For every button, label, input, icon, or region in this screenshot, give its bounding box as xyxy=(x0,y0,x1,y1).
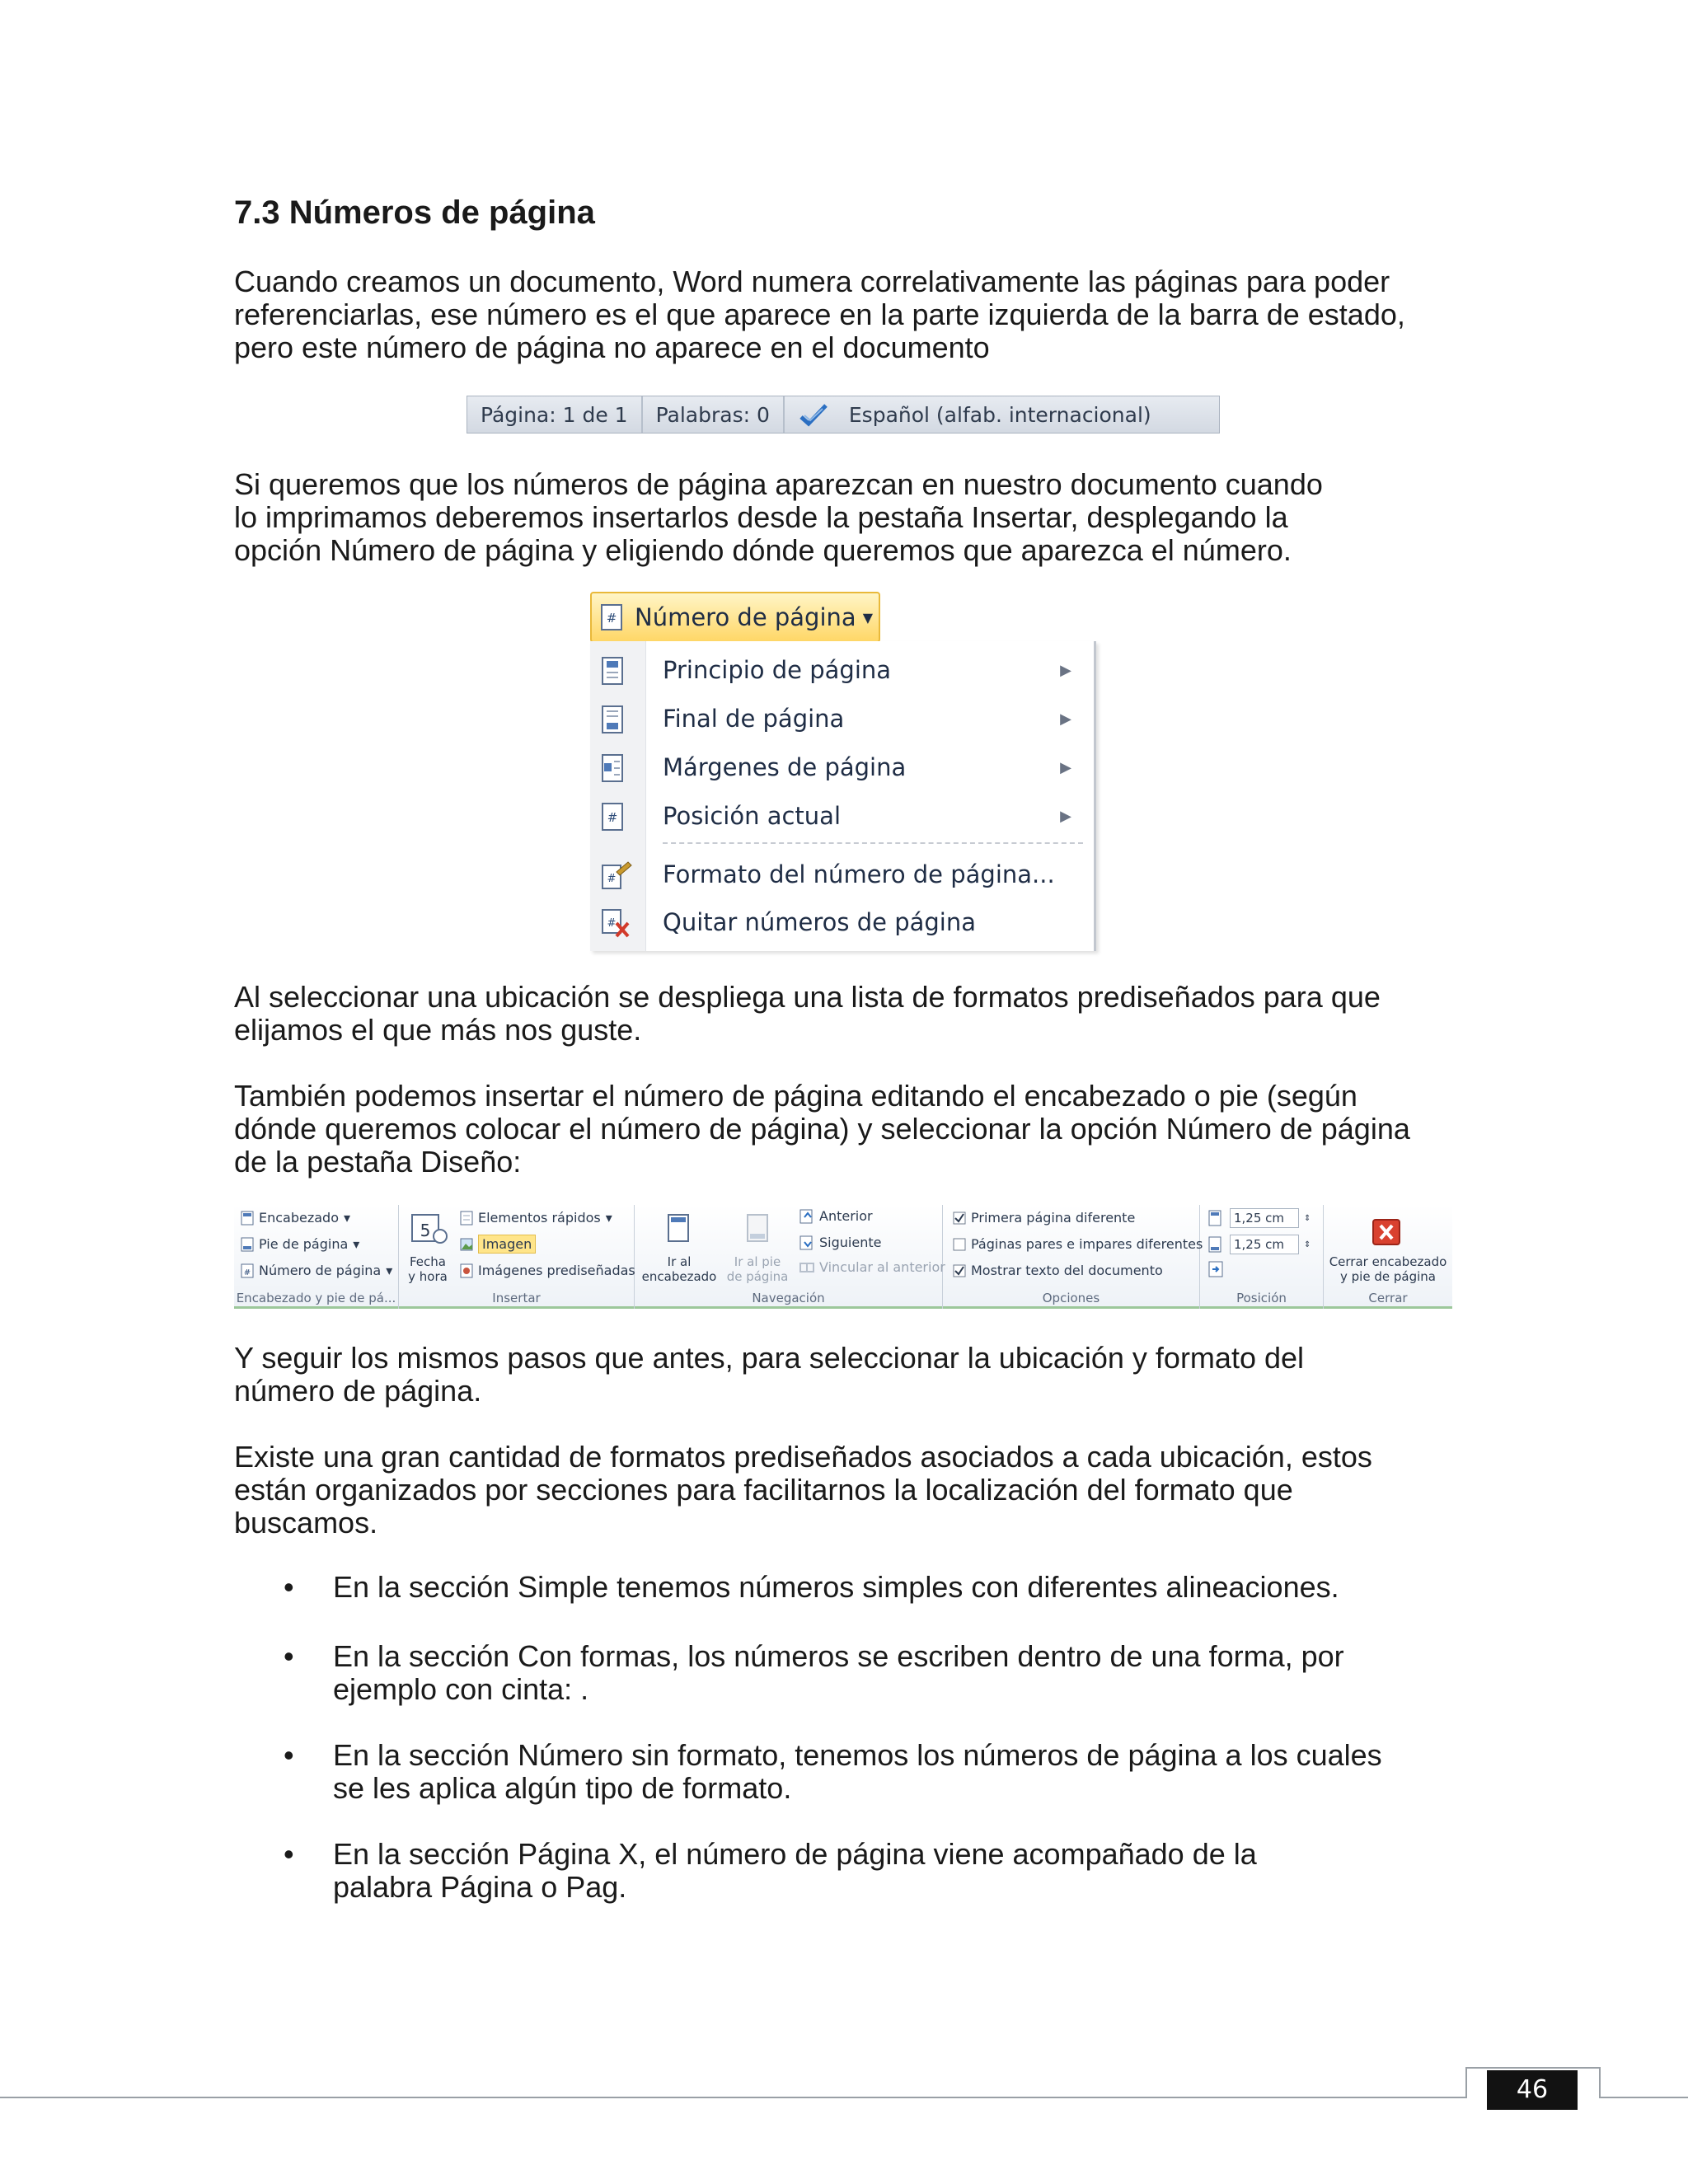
ribbon-anterior xyxy=(799,1208,873,1224)
option-odd-even xyxy=(953,1236,1203,1252)
ribbon-label: Imagen xyxy=(478,1235,536,1254)
ribbon-numero: # Número de página ▾ xyxy=(241,1263,392,1278)
ribbon-label: Elementos rápidos xyxy=(478,1210,601,1226)
ribbon-encabezado: Encabezado ▾ xyxy=(241,1210,350,1226)
ribbon-group-header-footer xyxy=(234,1205,399,1309)
ribbon-label: Ir al xyxy=(667,1254,692,1269)
menu-item-top xyxy=(590,648,1096,692)
bullet-marker: • xyxy=(284,1837,294,1871)
ribbon-vincular xyxy=(799,1259,945,1275)
ribbon-label: Vincular al anterior xyxy=(819,1259,945,1275)
text-line: En la sección Simple tenemos números simples con diferentes alineaciones. xyxy=(333,1570,1339,1604)
ribbon-label: Anterior xyxy=(819,1208,873,1224)
ribbon-group-position xyxy=(1200,1205,1324,1309)
checkbox-checked-icon xyxy=(953,1212,966,1225)
ribbon-group-label: Insertar xyxy=(492,1291,541,1305)
format-page-number-icon xyxy=(600,860,633,890)
menu-item-label: Formato del número de página... xyxy=(663,860,1055,888)
svg-text:#: # xyxy=(607,873,617,885)
paragraph-select xyxy=(234,981,1454,1047)
footer-position-icon xyxy=(1208,1236,1225,1253)
text-line: lo imprimamos deberemos insertarlos desde la pestaña Insertar, desplegando la xyxy=(234,500,1288,534)
text-line: Y seguir los mismos pasos que antes, para seleccionar la ubicación y formato del xyxy=(234,1341,1305,1375)
text-line: pero este número de página no aparece en el documento xyxy=(234,330,990,364)
ribbon-label: Número de página xyxy=(259,1263,382,1278)
text-line: Cuando creamos un documento, Word numera correlativamente las páginas para poder xyxy=(234,265,1390,298)
header-icon xyxy=(241,1211,254,1226)
text-line: referenciarlas, ese número es el que aparece en la parte izquierda de la barra de estado, xyxy=(234,298,1405,331)
ribbon-value: 1,25 cm xyxy=(1230,1235,1299,1254)
ribbon-group-label: Cerrar xyxy=(1368,1291,1408,1305)
ribbon-group-close xyxy=(1324,1205,1452,1309)
text-line: número de página. xyxy=(234,1374,482,1408)
ribbon-label: y hora xyxy=(408,1269,448,1284)
menu-item-format xyxy=(590,852,1096,897)
text-line: palabra Página o Pag. xyxy=(333,1870,627,1904)
svg-text:#: # xyxy=(607,810,618,825)
ribbon-pie: Pie de página ▾ xyxy=(241,1236,359,1252)
ribbon-label: Ir al pie xyxy=(734,1254,781,1269)
remove-page-number-icon xyxy=(600,908,633,938)
text-line: Al seleccionar una ubicación se despliega una lista de formatos prediseñados para que xyxy=(234,980,1381,1014)
svg-text:#: # xyxy=(606,611,617,626)
bullet-marker: • xyxy=(284,1738,294,1772)
alignment-tab-icon xyxy=(1208,1261,1225,1277)
text-line: En la sección Página X, el número de página viene acompañado de la xyxy=(333,1837,1257,1871)
menu-item-label: Quitar números de página xyxy=(663,908,977,936)
section-heading: 7.3 Números de página xyxy=(234,194,595,231)
text-line: En la sección Número sin formato, tenemos los números de página a los cuales xyxy=(333,1738,1382,1772)
page-margins-icon xyxy=(600,753,626,783)
ribbon-ir-pie xyxy=(720,1254,795,1284)
submenu-arrow-icon: ▶ xyxy=(1060,807,1071,825)
page-number: 46 xyxy=(1487,2070,1578,2110)
paragraph-intro xyxy=(234,265,1454,364)
ribbon-label: Primera página diferente xyxy=(971,1210,1136,1226)
ribbon-group-label: Navegación xyxy=(752,1291,825,1305)
statusbar-words: Palabras: 0 xyxy=(643,396,785,433)
ribbon-fecha xyxy=(406,1254,450,1284)
svg-text:5: 5 xyxy=(420,1221,431,1240)
ribbon-group-options xyxy=(943,1205,1203,1309)
ribbon-group-insert xyxy=(399,1205,635,1309)
close-icon xyxy=(1372,1218,1401,1246)
quick-parts-icon xyxy=(460,1211,473,1226)
list-item xyxy=(333,1640,1447,1706)
page-number-button-label: Número de página xyxy=(635,603,856,631)
text-line: En la sección Con formas, los números se escriben dentro de una forma, por xyxy=(333,1639,1344,1673)
ribbon-group-label: Encabezado y pie de pá... xyxy=(236,1291,396,1305)
bullet-marker: • xyxy=(284,1570,294,1604)
ribbon-label: Siguiente xyxy=(819,1235,882,1250)
ribbon-label: encabezado xyxy=(641,1269,717,1284)
header-position-icon xyxy=(1208,1210,1225,1226)
design-ribbon-screenshot xyxy=(234,1205,1452,1309)
ribbon-group-label: Posición xyxy=(1236,1291,1287,1305)
text-line: opción Número de página y eligiendo dónde queremos que aparezca el número. xyxy=(234,533,1292,567)
text-line: de la pestaña Diseño: xyxy=(234,1145,522,1179)
page-top-icon xyxy=(600,656,626,686)
footer-icon xyxy=(241,1237,254,1252)
menu-item-label: Final de página xyxy=(663,705,845,733)
list-item xyxy=(333,1739,1447,1805)
paragraph-follow xyxy=(234,1342,1454,1408)
ribbon-group-navigation xyxy=(635,1205,943,1309)
paragraph-insert xyxy=(234,468,1454,567)
menu-item-current xyxy=(590,794,1096,838)
ribbon-siguiente xyxy=(799,1235,881,1250)
text-line: se les aplica algún tipo de formato. xyxy=(333,1771,792,1805)
statusbar-screenshot xyxy=(467,396,1220,434)
option-first-page xyxy=(953,1210,1135,1226)
text-line: Existe una gran cantidad de formatos prediseñados asociados a cada ubicación, estos xyxy=(234,1440,1372,1474)
svg-text:#: # xyxy=(607,917,617,930)
page-number-icon xyxy=(241,1263,254,1278)
submenu-arrow-icon: ▶ xyxy=(1060,758,1071,776)
text-line: También podemos insertar el número de página editando el encabezado o pie (según xyxy=(234,1079,1357,1113)
checkbox-unchecked-icon xyxy=(953,1238,966,1251)
ribbon-elementos: Elementos rápidos ▾ xyxy=(460,1210,612,1226)
ribbon-group-label: Opciones xyxy=(1042,1291,1100,1305)
menu-item-label: Márgenes de página xyxy=(663,753,907,781)
picture-icon xyxy=(460,1237,473,1252)
ribbon-label: de página xyxy=(726,1269,789,1284)
submenu-arrow-icon: ▶ xyxy=(1060,661,1071,679)
ribbon-label: Pie de página xyxy=(259,1236,349,1252)
ribbon-cerrar xyxy=(1324,1254,1452,1284)
text-line: elijamos el que más nos guste. xyxy=(234,1013,642,1047)
text-line: dónde queremos colocar el número de página) y seleccionar la opción Número de página xyxy=(234,1112,1410,1146)
page-number-icon xyxy=(600,603,625,631)
ribbon-imagenes xyxy=(460,1263,635,1278)
ribbon-label: Cerrar encabezado xyxy=(1329,1254,1447,1269)
list-item xyxy=(333,1838,1385,1904)
statusbar-language: Español (alfab. internacional) xyxy=(848,402,1151,427)
chevron-down-icon: ▼ xyxy=(862,609,873,626)
ribbon-value: 1,25 cm xyxy=(1230,1208,1299,1228)
ribbon-label: Páginas pares e impares diferentes xyxy=(971,1236,1203,1252)
checkbox-checked-icon xyxy=(953,1264,966,1277)
footer-rule xyxy=(0,2097,1688,2098)
page-bottom-icon xyxy=(600,705,626,734)
ribbon-label: Imágenes prediseñadas xyxy=(478,1263,635,1278)
list-item xyxy=(333,1571,1447,1604)
link-icon xyxy=(799,1260,814,1275)
page-number-menu xyxy=(590,641,1096,951)
text-line: ejemplo con cinta: . xyxy=(333,1672,589,1706)
ribbon-label: Encabezado xyxy=(259,1210,339,1226)
next-icon xyxy=(799,1235,814,1250)
bullet-marker: • xyxy=(284,1639,294,1673)
statusbar-page: Página: 1 de 1 xyxy=(467,396,643,433)
option-show-text xyxy=(953,1263,1163,1278)
menu-item-label: Posición actual xyxy=(663,802,841,830)
ribbon-label: Fecha xyxy=(410,1254,446,1269)
paragraph-formats xyxy=(234,1441,1454,1540)
footer-position-field: 1,25 cm ⇕ xyxy=(1208,1235,1311,1254)
calendar-icon xyxy=(410,1212,448,1244)
ribbon-imagen xyxy=(460,1235,536,1254)
ribbon-label: Mostrar texto del documento xyxy=(971,1263,1163,1278)
submenu-arrow-icon: ▶ xyxy=(1060,710,1071,728)
text-line: están organizados por secciones para facilitarnos la localización del formato que xyxy=(234,1473,1293,1507)
menu-item-label: Principio de página xyxy=(663,656,892,684)
current-position-icon xyxy=(600,802,626,832)
text-line: Si queremos que los números de página aparezcan en nuestro documento cuando xyxy=(234,467,1323,501)
previous-icon xyxy=(799,1209,814,1224)
paragraph-design xyxy=(234,1080,1454,1179)
menu-item-remove xyxy=(590,900,1096,944)
clipart-icon xyxy=(460,1263,473,1278)
spellcheck-icon xyxy=(785,396,1165,433)
ribbon-label: y pie de página xyxy=(1340,1269,1436,1284)
header-position-field: 1,25 cm ⇕ xyxy=(1208,1208,1311,1228)
go-to-header-icon xyxy=(666,1212,691,1244)
page-number-button xyxy=(590,592,880,643)
text-line: buscamos. xyxy=(234,1506,378,1540)
ribbon-ir-encabezado xyxy=(638,1254,720,1284)
menu-item-margins xyxy=(590,745,1096,790)
menu-item-bottom xyxy=(590,696,1096,741)
go-to-footer-icon xyxy=(745,1212,770,1244)
menu-separator xyxy=(663,842,1083,844)
svg-text:#: # xyxy=(243,1268,251,1277)
